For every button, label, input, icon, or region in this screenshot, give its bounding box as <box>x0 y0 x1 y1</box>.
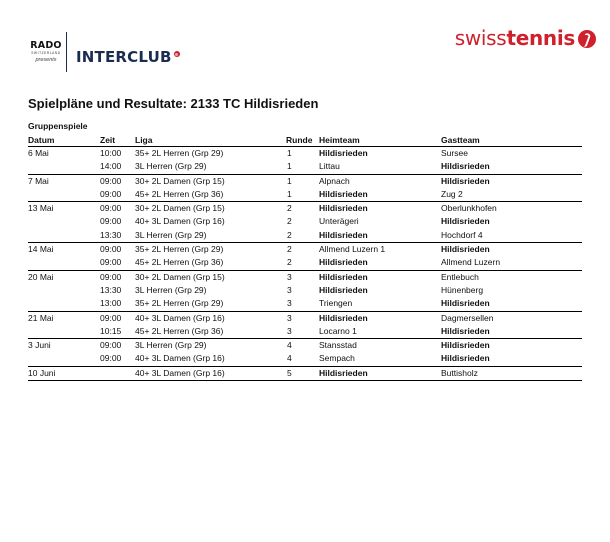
cell-home-team: Sempach <box>319 353 355 364</box>
cell-round: 5 <box>287 367 292 378</box>
cell-guest-team: Hildisrieden <box>441 353 490 364</box>
cell-guest-team: Hildisrieden <box>441 244 490 255</box>
column-header-league: Liga <box>135 135 153 145</box>
swisstennis-logo-prefix: swiss <box>454 26 507 50</box>
table-row <box>28 284 582 297</box>
cell-league: 45+ 2L Herren (Grp 36) <box>135 325 224 336</box>
cell-guest-team: Hildisrieden <box>441 175 490 186</box>
cell-league: 3L Herren (Grp 29) <box>135 284 207 295</box>
cell-date: 7 Mai <box>28 175 49 186</box>
cell-home-team: Locarno 1 <box>319 325 357 336</box>
cell-round: 2 <box>287 203 292 214</box>
date-group <box>28 271 582 312</box>
rado-presents-text: presents <box>35 56 57 63</box>
table-row <box>28 215 582 228</box>
rado-logo-word: RADO <box>30 40 62 51</box>
cell-league: 30+ 2L Damen (Grp 15) <box>135 203 225 214</box>
cell-home-team: Unterägeri <box>319 216 359 227</box>
table-row <box>28 160 582 173</box>
cell-date: 20 Mai <box>28 271 54 282</box>
table-row <box>28 352 582 365</box>
date-group <box>28 339 582 367</box>
table-row <box>28 325 582 338</box>
cell-round: 2 <box>287 229 292 240</box>
cell-league: 40+ 3L Damen (Grp 16) <box>135 353 225 364</box>
swisstennis-logo-suffix: tennis <box>506 26 575 50</box>
cell-round: 1 <box>287 148 292 158</box>
date-group <box>28 243 582 271</box>
table-body <box>28 147 582 381</box>
cell-time: 09:00 <box>100 271 122 282</box>
table-row <box>28 243 582 256</box>
cell-home-team: Allmend Luzern 1 <box>319 244 386 255</box>
cell-home-team: Hildisrieden <box>319 367 368 378</box>
table-row <box>28 147 582 160</box>
cell-home-team: Hildisrieden <box>319 203 368 214</box>
cell-date: 21 Mai <box>28 312 54 323</box>
cell-round: 2 <box>287 216 292 227</box>
cell-date: 6 Mai <box>28 148 49 158</box>
cell-league: 3L Herren (Grp 29) <box>135 161 207 172</box>
column-header-guest: Gastteam <box>441 135 480 145</box>
cell-home-team: Stansstad <box>319 340 357 351</box>
cell-date: 13 Mai <box>28 203 54 214</box>
cell-round: 1 <box>287 175 292 186</box>
table-row <box>28 312 582 325</box>
cell-time: 09:00 <box>100 353 122 364</box>
cell-home-team: Hildisrieden <box>319 284 368 295</box>
cell-time: 09:00 <box>100 175 122 186</box>
cell-time: 10:00 <box>100 148 122 158</box>
interclub-logo <box>76 48 180 66</box>
cell-guest-team: Oberlunkhofen <box>441 203 497 214</box>
swisstennis-logo <box>455 26 596 53</box>
cell-round: 3 <box>287 284 292 295</box>
cell-guest-team: Buttisholz <box>441 367 478 378</box>
cell-home-team: Hildisrieden <box>319 271 368 282</box>
cell-guest-team: Dagmersellen <box>441 312 494 323</box>
cell-home-team: Littau <box>319 161 340 172</box>
cell-league: 40+ 3L Damen (Grp 16) <box>135 216 225 227</box>
cell-home-team: Hildisrieden <box>319 312 368 323</box>
tennis-ball-icon <box>174 51 180 57</box>
header-divider <box>66 32 67 72</box>
cell-guest-team: Entlebuch <box>441 271 479 282</box>
cell-time: 10:15 <box>100 325 122 336</box>
cell-home-team: Triengen <box>319 298 353 309</box>
cell-time: 09:00 <box>100 312 122 323</box>
cell-round: 1 <box>287 188 292 199</box>
page-header <box>0 0 610 80</box>
cell-home-team: Hildisrieden <box>319 148 368 158</box>
cell-guest-team: Hildisrieden <box>441 298 490 309</box>
cell-round: 2 <box>287 244 292 255</box>
cell-home-team: Hildisrieden <box>319 257 368 268</box>
date-group <box>28 147 582 175</box>
cell-guest-team: Hildisrieden <box>441 340 490 351</box>
schedule-table <box>28 134 582 381</box>
page-title: Spielpläne und Resultate: 2133 TC Hildisrieden <box>28 96 319 111</box>
table-row <box>28 202 582 215</box>
rado-logo <box>28 41 64 63</box>
section-title: Gruppenspiele <box>28 121 88 131</box>
cell-date: 3 Juni <box>28 340 51 351</box>
rado-logo-subtitle: SWITZERLAND <box>31 50 61 55</box>
cell-round: 3 <box>287 271 292 282</box>
cell-guest-team: Allmend Luzern <box>441 257 501 268</box>
cell-time: 09:00 <box>100 257 122 268</box>
cell-round: 1 <box>287 161 292 172</box>
cell-home-team: Hildisrieden <box>319 188 368 199</box>
table-row <box>28 297 582 310</box>
cell-time: 09:00 <box>100 203 122 214</box>
table-row <box>28 367 582 380</box>
date-group <box>28 202 582 243</box>
cell-league: 45+ 2L Herren (Grp 36) <box>135 257 224 268</box>
table-row <box>28 175 582 188</box>
column-header-home: Heimteam <box>319 135 360 145</box>
table-row <box>28 256 582 269</box>
swisstennis-ball-icon <box>578 30 596 48</box>
cell-guest-team: Zug 2 <box>441 188 463 199</box>
date-group <box>28 367 582 381</box>
cell-time: 09:00 <box>100 340 122 351</box>
cell-league: 30+ 2L Damen (Grp 15) <box>135 175 225 186</box>
cell-guest-team: Hildisrieden <box>441 325 490 336</box>
cell-league: 40+ 3L Damen (Grp 16) <box>135 367 225 378</box>
cell-time: 09:00 <box>100 216 122 227</box>
cell-round: 4 <box>287 340 292 351</box>
table-row <box>28 271 582 284</box>
table-row <box>28 188 582 201</box>
cell-home-team: Hildisrieden <box>319 229 368 240</box>
cell-guest-team: Hildisrieden <box>441 216 490 227</box>
table-row <box>28 339 582 352</box>
table-header-row <box>28 134 582 147</box>
cell-time: 09:00 <box>100 188 122 199</box>
column-header-time: Zeit <box>100 135 116 145</box>
cell-league: 35+ 2L Herren (Grp 29) <box>135 244 224 255</box>
date-group <box>28 175 582 203</box>
cell-home-team: Alpnach <box>319 175 350 186</box>
cell-round: 3 <box>287 325 292 336</box>
cell-time: 14:00 <box>100 161 122 172</box>
cell-league: 35+ 2L Herren (Grp 29) <box>135 148 224 158</box>
cell-round: 3 <box>287 298 292 309</box>
date-group <box>28 312 582 340</box>
cell-round: 4 <box>287 353 292 364</box>
cell-time: 13:30 <box>100 229 122 240</box>
column-header-round: Runde <box>286 135 313 145</box>
cell-round: 2 <box>287 257 292 268</box>
table-row <box>28 229 582 242</box>
cell-league: 3L Herren (Grp 29) <box>135 229 207 240</box>
cell-league: 40+ 3L Damen (Grp 16) <box>135 312 225 323</box>
column-header-date: Datum <box>28 135 55 145</box>
cell-guest-team: Sursee <box>441 148 468 158</box>
cell-guest-team: Hünenberg <box>441 284 484 295</box>
interclub-logo-text: INTERCLUB <box>76 48 172 66</box>
cell-league: 45+ 2L Herren (Grp 36) <box>135 188 224 199</box>
cell-time: 13:00 <box>100 298 122 309</box>
cell-time: 09:00 <box>100 244 122 255</box>
cell-date: 14 Mai <box>28 244 54 255</box>
cell-round: 3 <box>287 312 292 323</box>
cell-league: 30+ 2L Damen (Grp 15) <box>135 271 225 282</box>
cell-date: 10 Juni <box>28 367 56 378</box>
cell-league: 3L Herren (Grp 29) <box>135 340 207 351</box>
cell-guest-team: Hochdorf 4 <box>441 229 483 240</box>
cell-time: 13:30 <box>100 284 122 295</box>
cell-guest-team: Hildisrieden <box>441 161 490 172</box>
cell-league: 35+ 2L Herren (Grp 29) <box>135 298 224 309</box>
